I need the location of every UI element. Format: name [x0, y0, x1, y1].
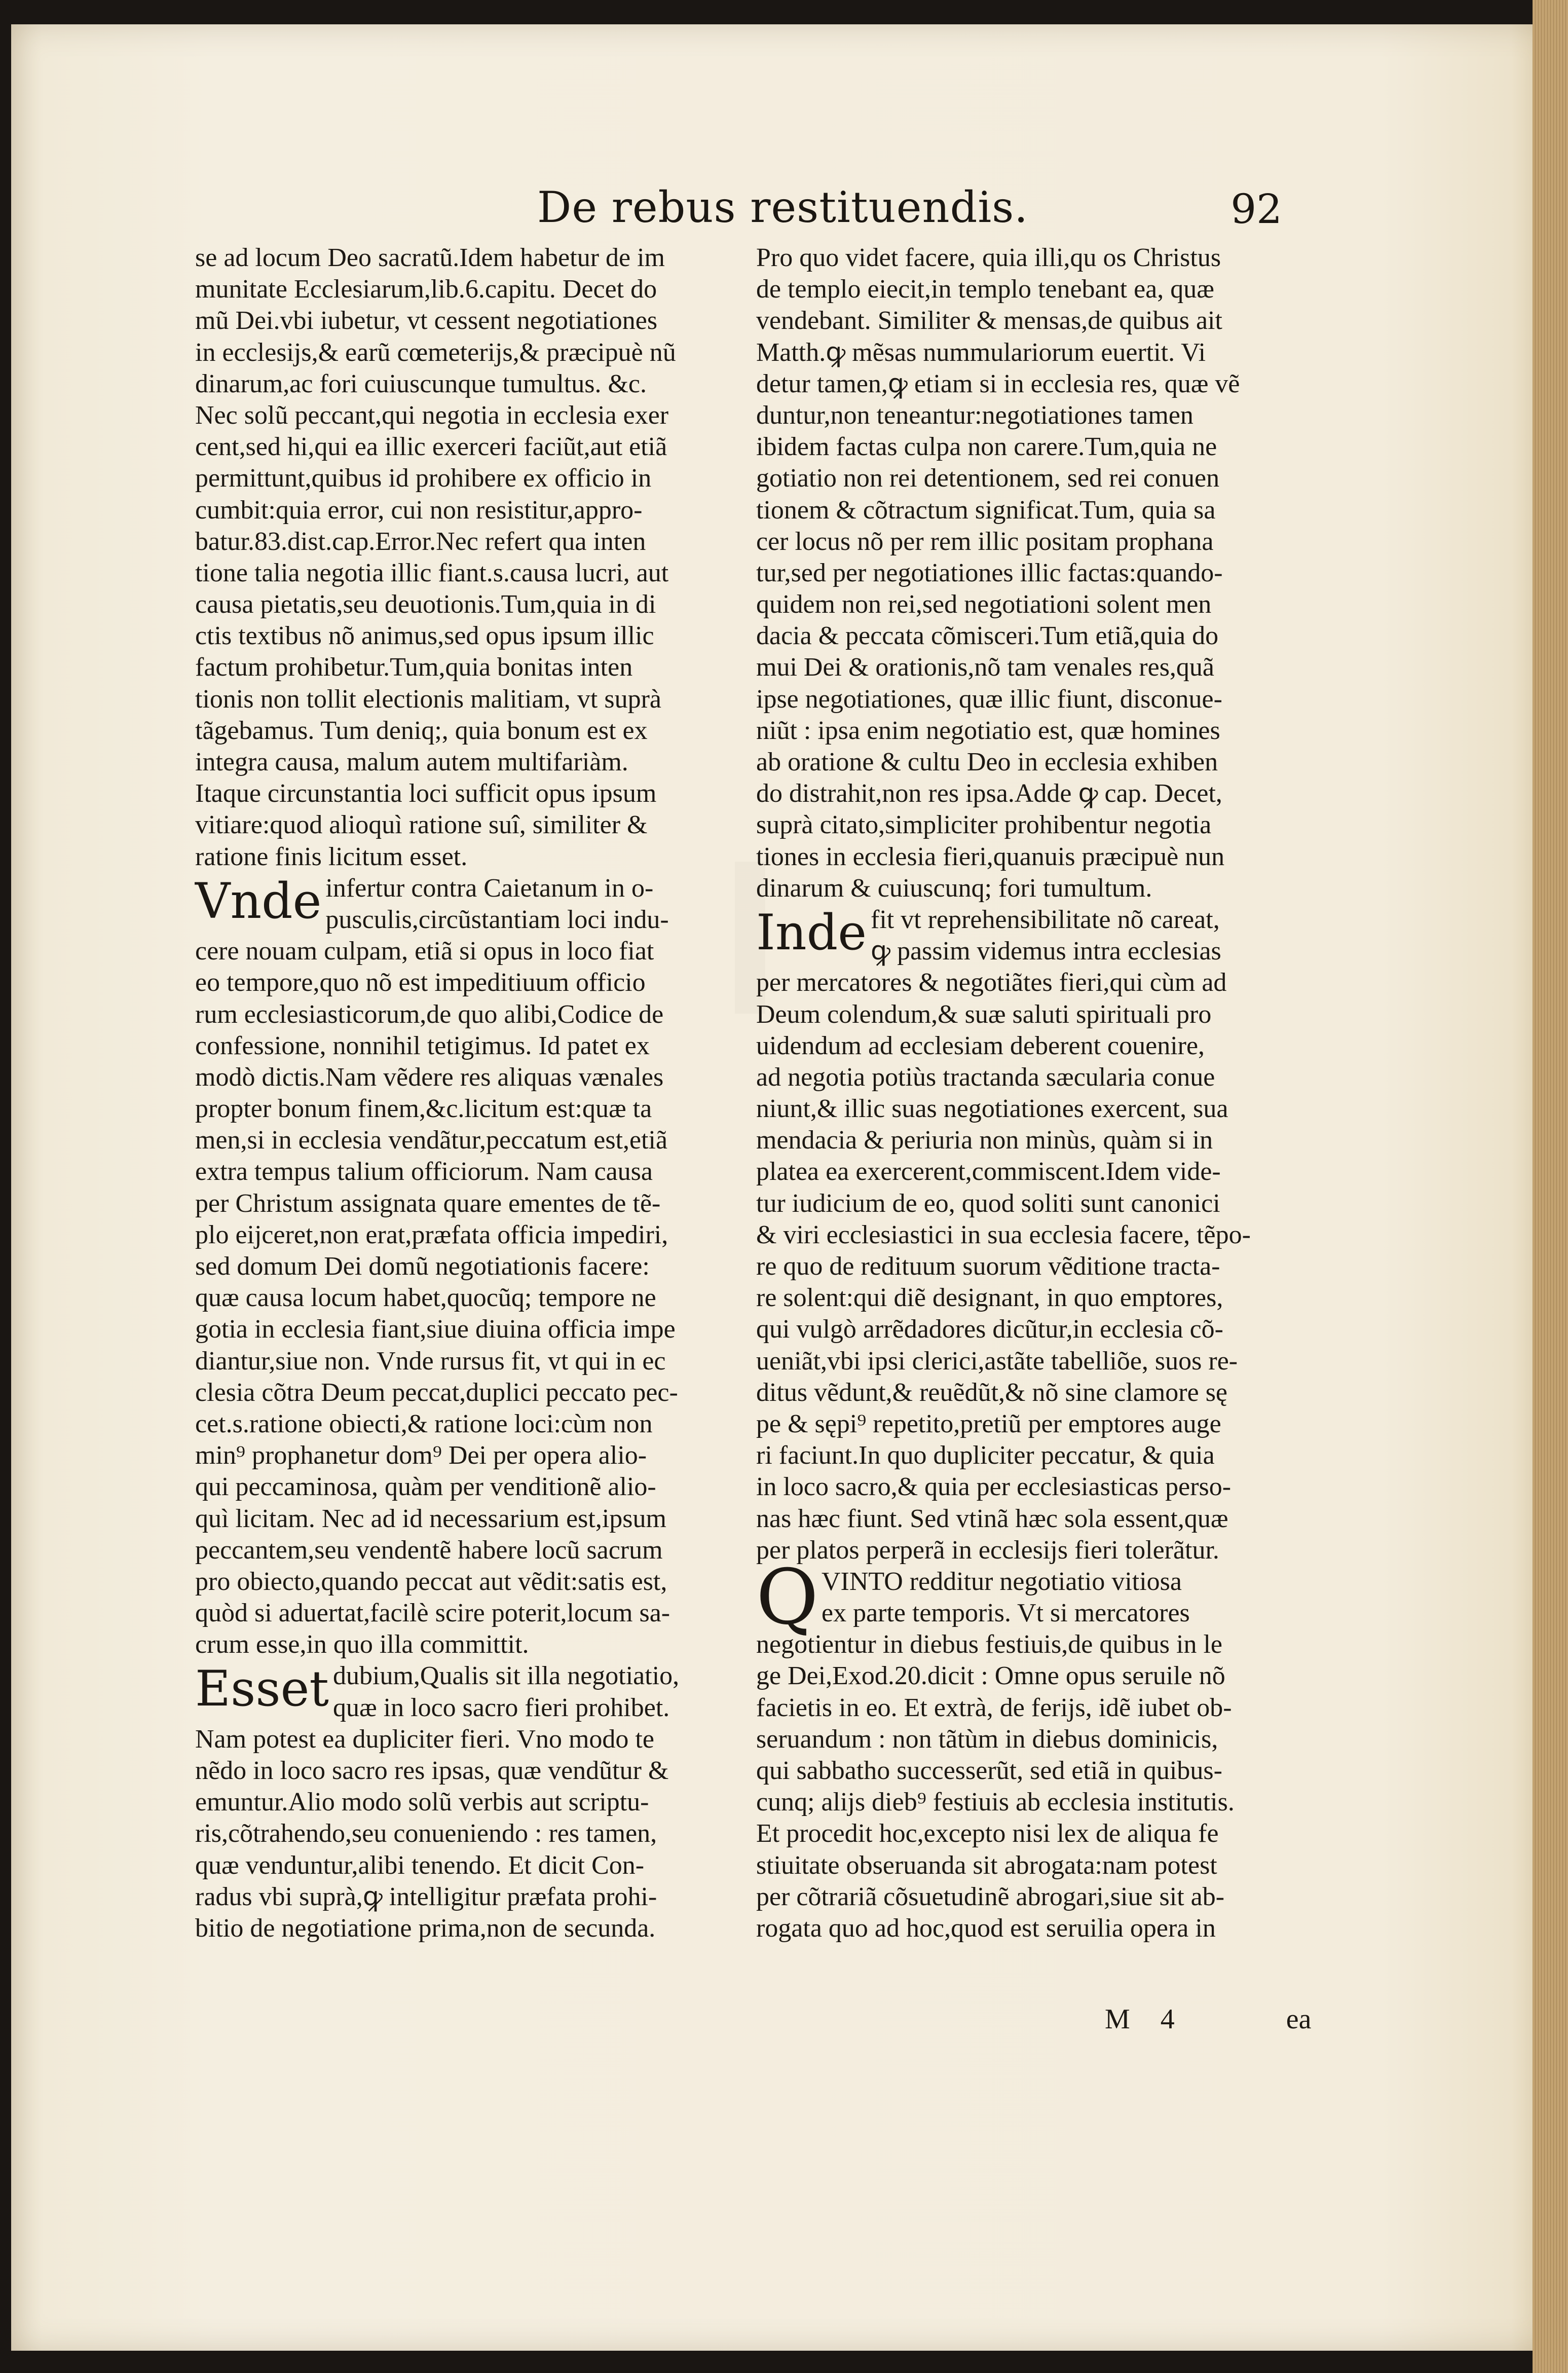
text-line: diantur,siue non. Vnde rursus fit, vt qui in ec — [195, 1346, 666, 1376]
text-line: re quo de redituum suorum vẽditione tracta- — [756, 1252, 1220, 1281]
text-line: ri faciunt.In quo dupliciter peccatur, & quia — [756, 1441, 1215, 1470]
text-line: per Christum assignata quare ementes de tẽ- — [195, 1189, 661, 1218]
right-paragraph-2 — [756, 967, 1288, 1566]
text-line: crum esse,in quo illa committit. — [195, 1630, 529, 1659]
text-line: ꝙ passim videmus intra ecclesias — [871, 937, 1221, 966]
text-line: mendacia & periuria non minùs, quàm si in — [756, 1126, 1213, 1155]
text-line: peccantem,seu vendentẽ habere locũ sacrum — [195, 1535, 663, 1565]
right-paragraph-3-opening — [756, 1553, 1288, 1642]
text-line: ge Dei,Exod.20.dicit : Omne opus seruile nõ — [756, 1661, 1225, 1691]
signature-number: 4 — [1160, 2004, 1175, 2035]
text-line: gotiatio non rei detentionem, sed rei conuen — [756, 464, 1220, 493]
text-line: causa pietatis,seu deuotionis.Tum,quia in di — [195, 590, 656, 619]
text-line: Nec solũ peccant,qui negotia in ecclesia exer — [195, 400, 669, 430]
text-line: rum ecclesiasticorum,de quo alibi,Codice de — [195, 999, 664, 1029]
text-line: & viri ecclesiastici in sua ecclesia facere, tẽpo- — [756, 1220, 1251, 1249]
right-column — [756, 242, 1288, 1944]
text-line: duntur,non teneantur:negotiationes tamen — [756, 400, 1193, 430]
text-line: Matth.ꝙ mẽsas nummulariorum euertit. Vi — [756, 338, 1206, 367]
initial-word: Vnde — [195, 872, 322, 930]
text-line: cet.s.ratione obiecti,& ratione loci:cùm non — [195, 1409, 653, 1438]
text-line: ex parte temporis. Vt si mercatores — [821, 1599, 1190, 1628]
right-paragraph-3 — [756, 1629, 1288, 1944]
text-line: quæ venduntur,alibi tenendo. Et dicit Con- — [195, 1850, 645, 1880]
text-line: Itaque circunstantia loci sufficit opus ipsum — [195, 779, 657, 808]
text-line: Et procedit hoc,excepto nisi lex de aliqua fe — [756, 1819, 1219, 1848]
text-line: dubium,Qualis sit illa negotiatio, — [333, 1661, 680, 1691]
left-paragraph-2-opening — [195, 873, 727, 936]
text-line: ratione finis licitum esset. — [195, 842, 468, 871]
text-line: mũ Dei.vbi iubetur, vt cessent negotiationes — [195, 306, 658, 336]
text-line: gotia in ecclesia fiant,siue diuina officia impe — [195, 1315, 676, 1344]
initial-word: Esset — [195, 1660, 329, 1718]
text-line: batur.83.dist.cap.Error.Nec refert qua inten — [195, 527, 646, 556]
text-line: cere nouam culpam, etiã si opus in loco fiat — [195, 937, 654, 966]
text-line: qui peccaminosa, quàm per venditionẽ alio- — [195, 1472, 656, 1502]
text-line: se ad locum Deo sacratũ.Idem habetur de im — [195, 243, 665, 272]
text-line: propter bonum finem,&c.licitum est:quæ ta — [195, 1094, 652, 1124]
text-line: niũt : ipsa enim negotiatio est, quæ homines — [756, 716, 1220, 745]
text-line: radus vbi suprà,ꝙ intelligitur præfata prohi- — [195, 1882, 657, 1911]
book-fore-edge — [1533, 0, 1568, 2373]
text-line: niunt,& illic suas negotiationes exercent, sua — [756, 1094, 1228, 1124]
text-line: Deum colendum,& suæ saluti spirituali pro — [756, 999, 1212, 1029]
text-line: modò dictis.Nam vẽdere res aliquas vænales — [195, 1062, 664, 1092]
text-line: emuntur.Alio modo solũ verbis aut scriptu- — [195, 1788, 649, 1817]
text-line: VINTO redditur negotiatio vitiosa — [821, 1567, 1182, 1596]
text-line: uidendum ad ecclesiam deberent couenire, — [756, 1031, 1205, 1060]
text-line: detur tamen,ꝙ etiam si in ecclesia res, quæ vẽ — [756, 369, 1240, 398]
text-line: ditus vẽdunt,& reuẽdũt,& nõ sine clamore sę — [756, 1378, 1228, 1407]
indented-lines — [822, 1566, 1288, 1629]
text-line: extra tempus talium officiorum. Nam causa — [195, 1157, 653, 1186]
text-line: dinarum & cuiuscunq; fori tumultum. — [756, 873, 1152, 903]
text-line: ad negotia potiùs tractanda sæcularia conue — [756, 1062, 1215, 1092]
text-line: quì licitam. Nec ad id necessarium est,ipsum — [195, 1504, 666, 1533]
text-line: re solent:qui diẽ designant, in quo emptores, — [756, 1283, 1223, 1313]
text-line: stiuitate obseruanda sit abrogata:nam potest — [756, 1850, 1217, 1880]
text-line: tionem & cõtractum significat.Tum, quia sa — [756, 495, 1216, 525]
text-line: in ecclesijs,& earũ cœmeterijs,& præcipuè nũ — [195, 338, 676, 367]
text-line: qui sabbatho successerũt, sed etiã in quibus- — [756, 1756, 1222, 1785]
text-line: cumbit:quia error, cui non resistitur,appro- — [195, 495, 643, 525]
text-line: do distrahit,non res ipsa.Adde ꝙ cap. Decet, — [756, 779, 1222, 808]
text-line: ctis textibus nõ animus,sed opus ipsum illic — [195, 621, 654, 651]
text-line: munitate Ecclesiarum,lib.6.capitu. Decet do — [195, 275, 657, 304]
text-line: tionis non tollit electionis malitiam, vt suprà — [195, 684, 662, 714]
text-line: eo tempore,quo nõ est impeditiuum officio — [195, 968, 646, 997]
left-paragraph-3-opening — [195, 1660, 727, 1723]
text-line: tione talia negotia illic fiant.s.causa lucri, aut — [195, 558, 669, 587]
page-header — [188, 182, 1292, 243]
text-line: sed domum Dei domũ negotiationis facere: — [195, 1252, 650, 1281]
text-line: per mercatores & negotiãtes fieri,qui cùm ad — [756, 968, 1227, 997]
text-line: quidem non rei,sed negotiationi solent men — [756, 590, 1212, 619]
text-line: de templo eiecit,in templo tenebant ea, quæ — [756, 275, 1214, 304]
text-line: pe & sępi⁹ repetito,pretiũ per emptores auge — [756, 1409, 1221, 1438]
text-line: tur,sed per negotiationes illic factas:quando- — [756, 558, 1223, 587]
text-line: negotientur in diebus festiuis,de quibus in le — [756, 1630, 1222, 1659]
catchword: ea — [1286, 2004, 1312, 2035]
text-line: suprà citato,simpliciter prohibentur negotia — [756, 810, 1212, 840]
text-line: men,si in ecclesia vendãtur,peccatum est,etiã — [195, 1126, 668, 1155]
text-line: vitiare:quod alioquì ratione suî, similiter & — [195, 810, 648, 840]
text-line: tiones in ecclesia fieri,quanuis præcipuè nun — [756, 842, 1225, 871]
text-line: infertur contra Caietanum in o- — [325, 873, 654, 903]
text-line: confessione, nonnihil tetigimus. Id patet ex — [195, 1031, 650, 1060]
text-line: pusculis,circũstantiam loci indu- — [325, 905, 669, 934]
indented-lines — [333, 1660, 727, 1723]
text-line: platea ea exercerent,commiscent.Idem vide- — [756, 1157, 1221, 1186]
signature-mark: M — [1105, 2004, 1130, 2035]
left-paragraph-1 — [195, 242, 727, 873]
text-line: integra causa, malum autem multifariàm. — [195, 748, 628, 776]
text-line: rogata quo ad hoc,quod est seruilia opera in — [756, 1913, 1216, 1943]
text-line: tur iudicium de eo, quod soliti sunt canonici — [756, 1189, 1220, 1218]
text-line: mui Dei & orationis,nõ tam venales res,quã — [756, 653, 1215, 682]
text-line: ibidem factas culpa non carere.Tum,quia ne — [756, 432, 1217, 462]
text-line: nas hæc fiunt. Sed vtinã hæc sola essent,quæ — [756, 1504, 1228, 1533]
text-line: bitio de negotiatione prima,non de secunda. — [195, 1913, 656, 1943]
text-line: pro obiecto,quando peccat aut vẽdit:satis est, — [195, 1567, 667, 1596]
text-line: dacia & peccata cõmisceri.Tum etiã,quia do — [756, 621, 1219, 651]
left-paragraph-2 — [195, 936, 727, 1660]
text-line: vendebant. Similiter & mensas,de quibus ait — [756, 306, 1222, 336]
text-line: dinarum,ac fori cuiuscunque tumultus. &c. — [195, 369, 647, 398]
right-paragraph-1 — [756, 242, 1288, 904]
text-line: cent,sed hi,qui ea illic exerceri faciũt,aut etiã — [195, 432, 667, 462]
text-line: permittunt,quibus id prohibere ex officio in — [195, 464, 652, 493]
text-line: nẽdo in loco sacro res ipsas, quæ vendũtur & — [195, 1756, 669, 1785]
initial-word: Inde — [756, 904, 867, 961]
indented-lines — [325, 873, 727, 936]
running-title: De rebus restituendis. — [537, 182, 1029, 232]
text-line: quæ in loco sacro fieri prohibet. — [333, 1693, 670, 1722]
signature-and-catchword — [1105, 2003, 1312, 2035]
text-line: tãgebamus. Tum deniq;, quia bonum est ex — [195, 716, 648, 745]
text-line: cer locus nõ per rem illic positam prophana — [756, 527, 1214, 556]
text-line: fit vt reprehensibilitate nõ careat, — [871, 905, 1220, 934]
text-line: clesia cõtra Deum peccat,duplici peccato pec- — [195, 1378, 678, 1407]
text-line: quæ causa locum habet,quocũq; tempore ne — [195, 1283, 656, 1313]
text-line: in loco sacro,& quia per ecclesiasticas perso- — [756, 1472, 1231, 1502]
text-line: factum prohibetur.Tum,quia bonitas inten — [195, 653, 633, 682]
text-line: qui vulgò arrẽdadores dicũtur,in ecclesia cõ- — [756, 1315, 1223, 1344]
text-line: cunq; alijs dieb⁹ festiuis ab ecclesia institutis. — [756, 1788, 1235, 1817]
indented-lines — [871, 904, 1288, 967]
left-column — [195, 242, 727, 1944]
text-line: min⁹ prophanetur dom⁹ Dei per opera alio- — [195, 1441, 647, 1470]
text-line: Nam potest ea dupliciter fieri. Vno modo te — [195, 1724, 654, 1754]
drop-cap-initial: Q — [756, 1553, 818, 1642]
text-line: ipse negotiationes, quæ illic fiunt, disconue- — [756, 684, 1222, 714]
text-line: per platos perperã in ecclesijs fieri tolerãtur. — [756, 1535, 1219, 1565]
text-line: facietis in eo. Et extrà, de ferijs, idẽ iubet ob- — [756, 1693, 1232, 1722]
text-line: Pro quo videt facere, quia illi,qu os Christus — [756, 243, 1221, 272]
folio-number: 92 — [1230, 186, 1282, 233]
text-line: quòd si aduertat,facilè scire poterit,locum sa- — [195, 1599, 670, 1628]
text-line: ab oratione & cultu Deo in ecclesia exhiben — [756, 748, 1218, 776]
text-line: plo eijceret,non erat,præfata officia impediri, — [195, 1220, 668, 1249]
text-line: per cõtrariã cõsuetudinẽ abrogari,siue sit ab- — [756, 1882, 1225, 1911]
left-paragraph-3 — [195, 1724, 727, 1944]
text-line: seruandum : non tãtùm in diebus dominicis, — [756, 1724, 1218, 1754]
text-line: ris,cõtrahendo,seu conueniendo : res tamen, — [195, 1819, 657, 1848]
text-line: ueniãt,vbi ipsi clerici,astãte tabelliõe, suos re- — [756, 1346, 1238, 1376]
right-paragraph-2-opening — [756, 904, 1288, 967]
